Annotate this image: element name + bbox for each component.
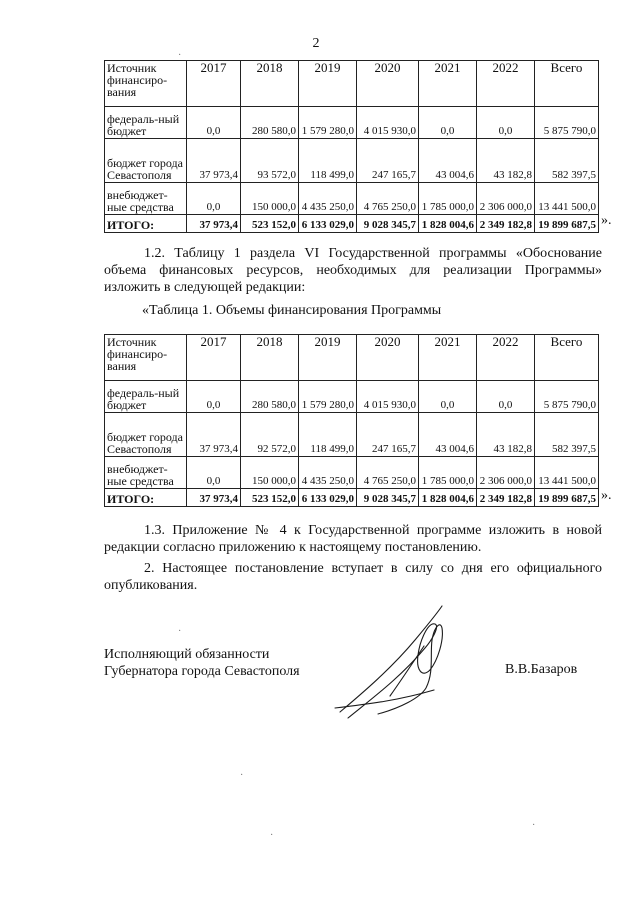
signatory-name: В.В.Базаров [505, 662, 578, 677]
cell: 582 397,5 [535, 139, 599, 183]
table-total-row [105, 489, 599, 507]
cell: 118 499,0 [299, 139, 357, 183]
header-2020: 2020 [357, 61, 419, 107]
cell: 118 499,0 [299, 413, 357, 457]
cell: 2 306 000,0 [477, 183, 535, 215]
paragraph-1-3: 1.3. Приложение № 4 к Государственной программе изложить в новой редакции согласно приложению к настоящему постановлению. [104, 523, 602, 555]
cell: 4 015 930,0 [357, 107, 419, 139]
cell: 0,0 [477, 381, 535, 413]
cell: 4 765 250,0 [357, 183, 419, 215]
cell: 0,0 [477, 107, 535, 139]
cell: 0,0 [187, 457, 241, 489]
cell: 0,0 [419, 107, 477, 139]
cell: 2 349 182,8 [477, 215, 535, 233]
table-row [105, 183, 599, 215]
cell: 150 000,0 [241, 183, 299, 215]
header-total: Всего [535, 335, 599, 381]
cell: 247 165,7 [357, 413, 419, 457]
row-source: федераль-ный бюджет [105, 381, 187, 413]
position-line-2: Губернатора города Севастополя [104, 664, 300, 679]
cell: 43 004,6 [419, 139, 477, 183]
table-total-row [105, 215, 599, 233]
cell: 4 765 250,0 [357, 457, 419, 489]
cell: 9 028 345,7 [357, 215, 419, 233]
row-source: федераль-ный бюджет [105, 107, 187, 139]
cell: 9 028 345,7 [357, 489, 419, 507]
cell: 5 875 790,0 [535, 107, 599, 139]
header-2017: 2017 [187, 61, 241, 107]
header-2022: 2022 [477, 335, 535, 381]
cell: 92 572,0 [241, 413, 299, 457]
financing-table-2 [104, 334, 599, 507]
table-2-caption: «Таблица 1. Объемы финансирования Программы [142, 303, 442, 318]
scan-speck: · [270, 830, 274, 841]
header-2020: 2020 [357, 335, 419, 381]
cell: 280 580,0 [241, 107, 299, 139]
cell: 0,0 [187, 107, 241, 139]
page-number: 2 [312, 36, 320, 51]
table-header-row [105, 61, 599, 107]
scan-speck: · [178, 50, 182, 61]
header-2017: 2017 [187, 335, 241, 381]
cell: 37 973,4 [187, 413, 241, 457]
cell: 2 306 000,0 [477, 457, 535, 489]
header-2018: 2018 [241, 335, 299, 381]
signatory-position [104, 646, 300, 680]
table-row [105, 457, 599, 489]
cell: 1 579 280,0 [299, 381, 357, 413]
header-2019: 2019 [299, 335, 357, 381]
total-label: ИТОГО: [105, 489, 187, 507]
cell: 19 899 687,5 [535, 489, 599, 507]
cell: 2 349 182,8 [477, 489, 535, 507]
cell: 43 182,8 [477, 139, 535, 183]
cell: 1 785 000,0 [419, 457, 477, 489]
cell: 247 165,7 [357, 139, 419, 183]
total-label: ИТОГО: [105, 215, 187, 233]
cell: 523 152,0 [241, 489, 299, 507]
header-source: Источник финансиро-вания [105, 335, 187, 381]
cell: 6 133 029,0 [299, 215, 357, 233]
financing-table-1 [104, 60, 599, 233]
cell: 93 572,0 [241, 139, 299, 183]
cell: 43 004,6 [419, 413, 477, 457]
cell: 0,0 [187, 183, 241, 215]
cell: 13 441 500,0 [535, 457, 599, 489]
cell: 43 182,8 [477, 413, 535, 457]
header-total: Всего [535, 61, 599, 107]
row-source: внебюджет-ные средства [105, 183, 187, 215]
handwritten-signature [330, 600, 470, 730]
cell: 13 441 500,0 [535, 183, 599, 215]
table-row [105, 381, 599, 413]
scan-speck: · [178, 626, 182, 637]
cell: 1 579 280,0 [299, 107, 357, 139]
cell: 0,0 [187, 381, 241, 413]
position-line-1: Исполняющий обязанности [104, 647, 270, 662]
table-header-row [105, 335, 599, 381]
header-2021: 2021 [419, 335, 477, 381]
cell: 582 397,5 [535, 413, 599, 457]
cell: 1 828 004,6 [419, 489, 477, 507]
closing-quote-1: ». [601, 213, 612, 228]
cell: 0,0 [419, 381, 477, 413]
cell: 523 152,0 [241, 215, 299, 233]
row-source: бюджет города Севастополя [105, 139, 187, 183]
cell: 4 435 250,0 [299, 183, 357, 215]
paragraph-1-2: 1.2. Таблицу 1 раздела VI Государственной программы «Обоснование объема финансовых ресурсов, необходимых для реализации Программы» изложить в следующей редакции: [104, 246, 602, 295]
header-source: Источник финансиро-вания [105, 61, 187, 107]
cell: 5 875 790,0 [535, 381, 599, 413]
cell: 6 133 029,0 [299, 489, 357, 507]
cell: 37 973,4 [187, 139, 241, 183]
table-row [105, 107, 599, 139]
header-2021: 2021 [419, 61, 477, 107]
row-source: бюджет города Севастополя [105, 413, 187, 457]
scan-speck: · [240, 770, 244, 781]
cell: 37 973,4 [187, 215, 241, 233]
row-source: внебюджет-ные средства [105, 457, 187, 489]
closing-quote-2: ». [601, 488, 612, 503]
header-2022: 2022 [477, 61, 535, 107]
paragraph-2: 2. Настоящее постановление вступает в силу со дня его официального опубликования. [104, 561, 602, 593]
header-2018: 2018 [241, 61, 299, 107]
cell: 1 828 004,6 [419, 215, 477, 233]
table-row [105, 139, 599, 183]
cell: 37 973,4 [187, 489, 241, 507]
scan-speck: · [532, 820, 536, 831]
cell: 19 899 687,5 [535, 215, 599, 233]
header-2019: 2019 [299, 61, 357, 107]
table-row [105, 413, 599, 457]
cell: 280 580,0 [241, 381, 299, 413]
cell: 4 015 930,0 [357, 381, 419, 413]
cell: 4 435 250,0 [299, 457, 357, 489]
cell: 150 000,0 [241, 457, 299, 489]
cell: 1 785 000,0 [419, 183, 477, 215]
